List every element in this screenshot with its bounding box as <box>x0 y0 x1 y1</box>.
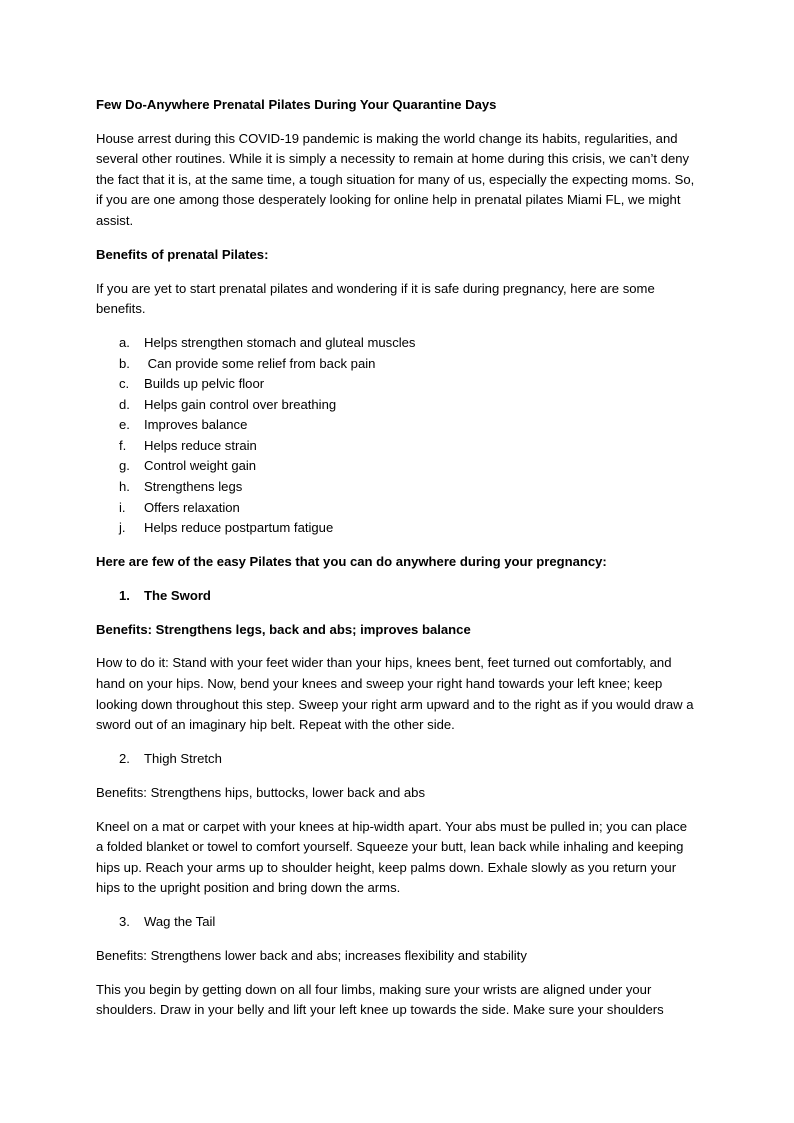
list-item <box>96 456 696 477</box>
list-item-text: Offers relaxation <box>144 499 240 515</box>
list-item-text: Can provide some relief from back pain <box>144 355 376 371</box>
list-item <box>96 498 696 519</box>
exercise-number: 1. <box>119 587 130 603</box>
list-item <box>96 436 696 457</box>
exercise-heading <box>96 749 696 770</box>
exercise-benefits: Benefits: Strengthens hips, buttocks, lower back and abs <box>96 784 425 800</box>
list-marker: h. <box>119 479 130 495</box>
list-item-text: Strengthens legs <box>144 479 243 495</box>
list-item <box>96 354 696 375</box>
exercise-heading-list <box>96 912 696 933</box>
exercise-name: Thigh Stretch <box>144 750 222 766</box>
exercise-benefits: Benefits: Strengthens lower back and abs; increases flexibility and stability <box>96 947 527 963</box>
list-item <box>96 374 696 395</box>
list-marker: a. <box>119 334 130 350</box>
exercises-heading: Here are few of the easy Pilates that you can do anywhere during your pregnancy: <box>96 554 607 570</box>
exercise-description: This you begin by getting down on all four limbs, making sure your wrists are aligned under your shoulders. Draw in your belly and lift your left knee up towards the side. Make sure your shoulders <box>96 981 664 1018</box>
document-title: Few Do-Anywhere Prenatal Pilates During Your Quarantine Days <box>96 97 497 112</box>
list-item-text: Improves balance <box>144 417 248 433</box>
benefits-intro: If you are yet to start prenatal pilates and wondering if it is safe during pregnancy, here are some benefits. <box>96 280 655 317</box>
list-item-text: Helps strengthen stomach and gluteal muscles <box>144 334 416 350</box>
list-marker: d. <box>119 396 130 412</box>
list-item-text: Helps reduce strain <box>144 437 257 453</box>
exercise-name: Wag the Tail <box>144 914 216 930</box>
list-marker: i. <box>119 499 126 515</box>
exercise-heading <box>96 586 696 607</box>
list-marker: f. <box>119 437 127 453</box>
list-item-text: Helps reduce postpartum fatigue <box>144 520 334 536</box>
exercise-heading-list <box>96 749 696 770</box>
list-item-text: Helps gain control over breathing <box>144 396 337 412</box>
exercise-heading-list <box>96 586 696 607</box>
list-item <box>96 395 696 416</box>
list-item <box>96 415 696 436</box>
benefits-heading: Benefits of prenatal Pilates: <box>96 246 269 262</box>
list-marker: e. <box>119 417 130 433</box>
list-marker: g. <box>119 458 130 474</box>
list-marker: j. <box>119 520 126 536</box>
exercise-description: How to do it: Stand with your feet wider than your hips, knees bent, feet turned out comfortably, and hand on your hips. Now, bend your knees and sweep your right hand towards your left knee; keep looking down throughout this step. Sweep your right arm upward and to the right as if you would draw a sword out of an imaginary hip belt. Repeat with the other side. <box>96 655 694 733</box>
exercise-description: Kneel on a mat or carpet with your knees at hip-width apart. Your abs must be pulled in; you can place a folded blanket or towel to comfort yourself. Squeeze your butt, lean back while inhaling and keeping hips up. Reach your arms up to shoulder height, keep palms down. Exhale slowly as you return your hips to the upright position and bring down the arms. <box>96 818 688 896</box>
exercise-benefits: Benefits: Strengthens legs, back and abs; improves balance <box>96 621 471 637</box>
exercise-number: 2. <box>119 750 130 766</box>
list-item <box>96 477 696 498</box>
exercise-number: 3. <box>119 914 130 930</box>
list-item <box>96 333 696 354</box>
list-item-text: Builds up pelvic floor <box>144 376 265 392</box>
list-item <box>96 518 696 539</box>
intro-paragraph: House arrest during this COVID-19 pandemic is making the world change its habits, regularities, and several other routines. While it is simply a necessity to remain at home during this crisis, we can’t deny the fact that it is, at the same time, a tough situation for many of us, especially the expecting moms. So, if you are one among those desperately looking for online help in prenatal pilates Miami FL, we might assist. <box>96 130 695 228</box>
document-body <box>96 95 696 1021</box>
list-marker: c. <box>119 376 130 392</box>
list-marker: b. <box>119 355 130 371</box>
exercise-heading <box>96 912 696 933</box>
exercise-name: The Sword <box>144 587 211 603</box>
list-item-text: Control weight gain <box>144 458 257 474</box>
benefits-list <box>96 333 696 539</box>
